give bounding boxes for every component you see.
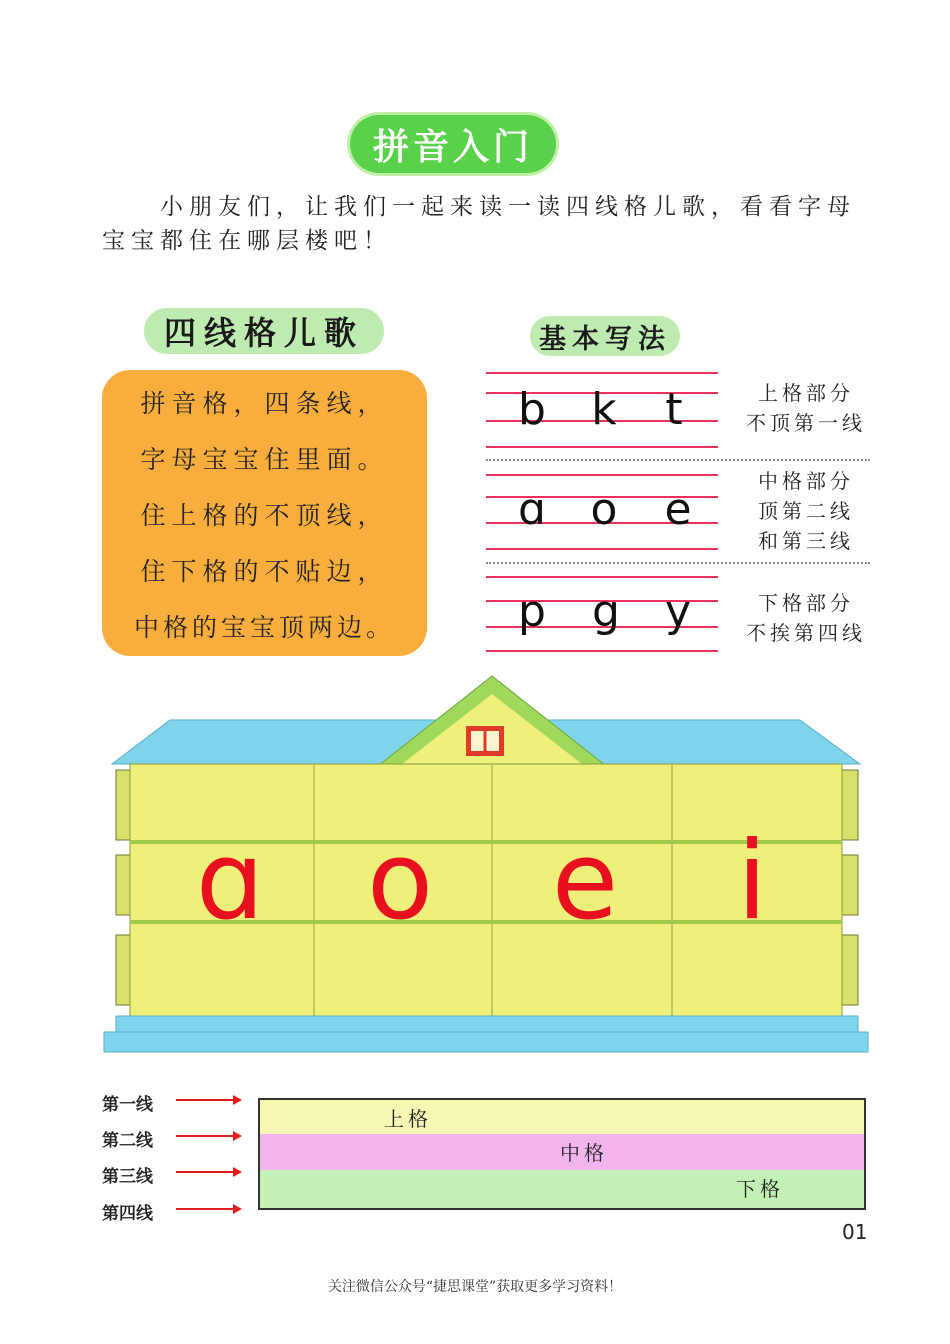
- rhyme-heading: 四线格儿歌: [144, 308, 384, 354]
- footer-note: 关注微信公众号“捷思课堂”获取更多学习资料！: [327, 1279, 623, 1295]
- rhyme-card: [102, 370, 427, 656]
- arrow-icon: [176, 1171, 240, 1173]
- rhyme-line: 拼音格，四条线，: [140, 389, 389, 418]
- grid-letter: ɑ: [518, 484, 546, 535]
- band-label: 下格: [736, 1177, 784, 1201]
- line-label-4: 第四线: [102, 1204, 153, 1224]
- page-title: 拼音入门: [350, 115, 556, 173]
- line-label-2: 第二线: [102, 1131, 153, 1151]
- grid-letter: g: [592, 586, 620, 637]
- rhyme-line: 住上格的不顶线，: [140, 501, 389, 530]
- line-label-3: 第三线: [102, 1167, 153, 1187]
- building-illustration: [0, 670, 950, 1060]
- band-lower: [258, 1170, 866, 1210]
- note-upper: [736, 378, 876, 438]
- four-line-grid-lower: [486, 574, 718, 654]
- grid-letter: p: [518, 586, 546, 637]
- note-line: 不顶第一线: [746, 411, 866, 435]
- page-number: 01: [842, 1220, 868, 1244]
- rhyme-line: 中格的宝宝顶两边。: [133, 613, 395, 642]
- building-letter: i: [736, 819, 768, 944]
- note-lower: [736, 588, 876, 648]
- band-label: 上格: [384, 1107, 432, 1131]
- building-ground: [104, 1032, 868, 1052]
- rhyme-line: 字母宝宝住里面。: [140, 445, 389, 474]
- basic-heading: 基本写法: [530, 316, 680, 356]
- arrow-icon: [176, 1208, 240, 1210]
- building-letter: o: [366, 819, 434, 944]
- note-line: 不挨第四线: [746, 621, 866, 645]
- right-balconies: [842, 770, 858, 1005]
- note-line: 和第三线: [758, 529, 854, 553]
- four-line-grid-middle: [486, 470, 718, 552]
- grid-letter: k: [591, 384, 617, 435]
- rhyme-line: 住下格的不贴边，: [140, 557, 389, 586]
- band-label: 中格: [560, 1141, 608, 1165]
- note-middle: [736, 466, 876, 556]
- four-line-grid-upper: [486, 370, 718, 450]
- band-middle: [258, 1134, 866, 1172]
- grid-letter: y: [664, 586, 692, 637]
- note-line: 中格部分: [758, 469, 854, 493]
- note-line: 下格部分: [758, 591, 854, 615]
- grid-letter: b: [518, 384, 546, 435]
- intro-paragraph: 小朋友们，让我们一起来读一读四线格儿歌，看看字母宝宝都住在哪层楼吧！: [102, 194, 856, 254]
- note-line: 顶第二线: [758, 499, 854, 523]
- building-base: [116, 1016, 858, 1032]
- arrow-icon: [176, 1135, 240, 1137]
- line-label-1: 第一线: [102, 1095, 153, 1115]
- band-upper: [258, 1098, 866, 1136]
- grid-letter: e: [664, 484, 692, 535]
- building-letter: ɑ: [195, 819, 265, 944]
- divider: [486, 459, 870, 461]
- building-letter: e: [551, 819, 619, 944]
- grid-letter: o: [590, 484, 618, 535]
- divider: [486, 562, 870, 564]
- grid-letter: t: [665, 384, 683, 435]
- note-line: 上格部分: [758, 381, 854, 405]
- arrow-icon: [176, 1099, 240, 1101]
